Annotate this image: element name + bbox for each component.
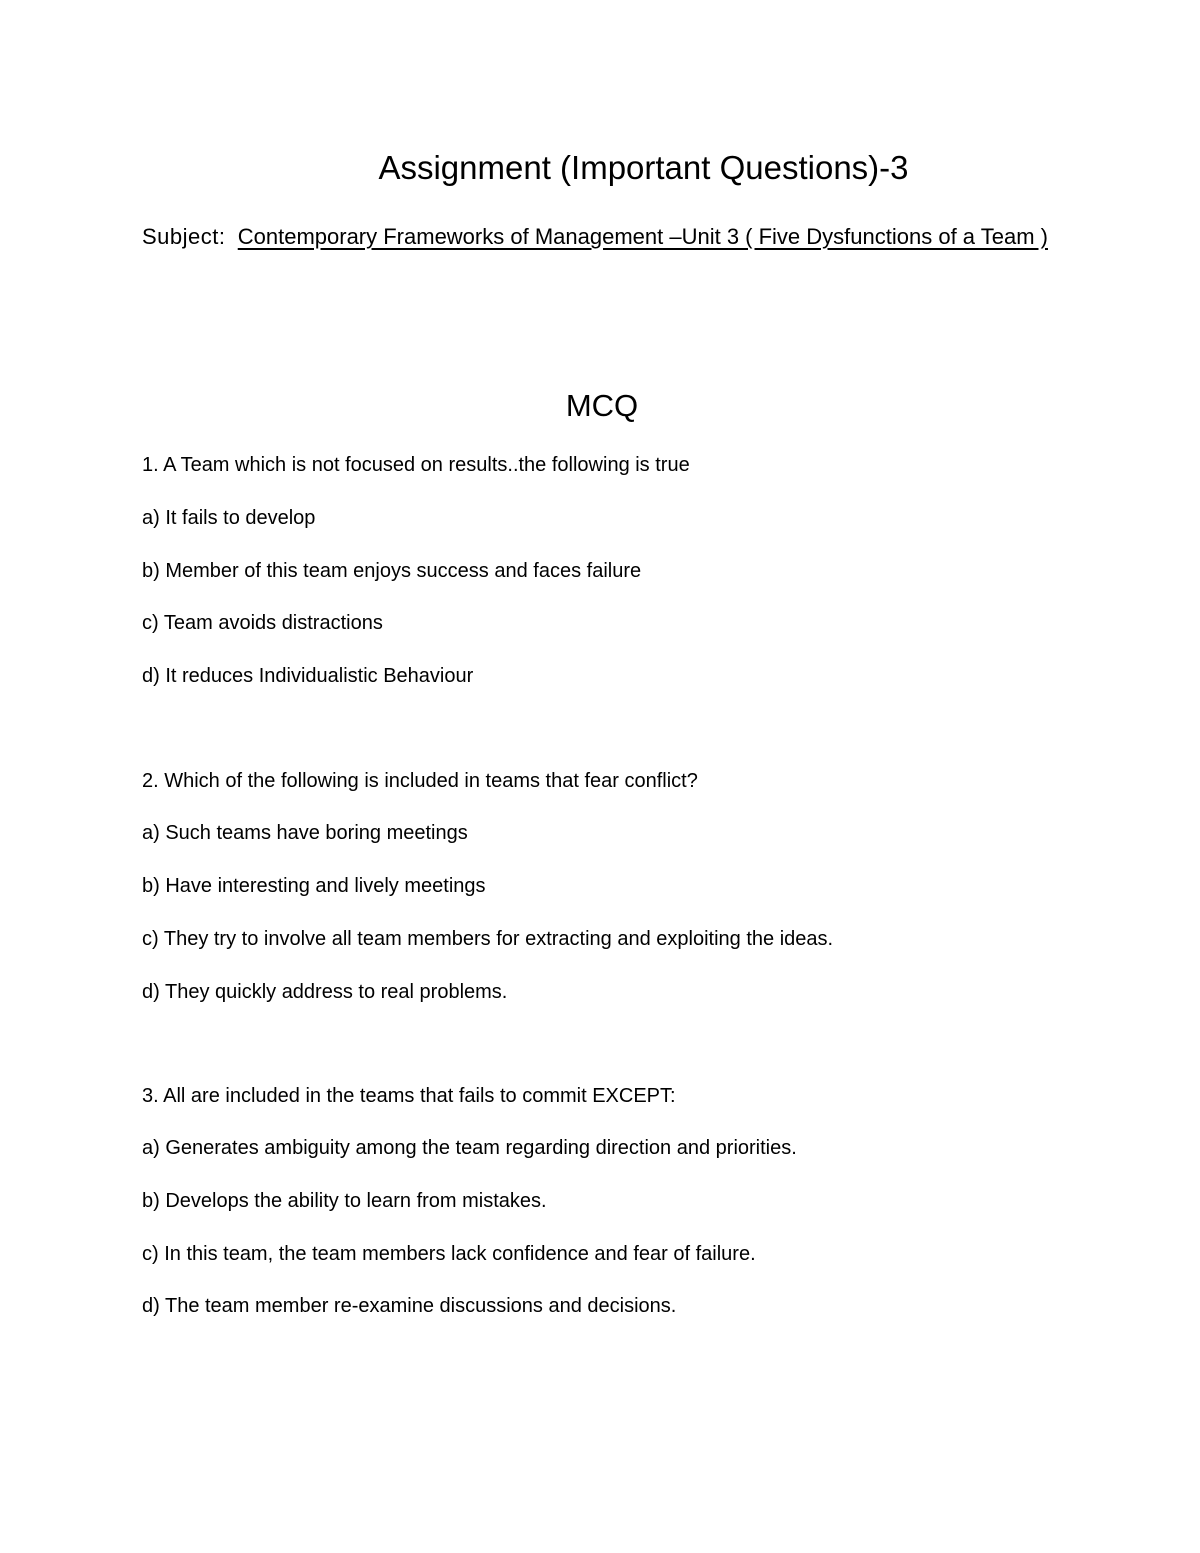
question-1-text: 1. A Team which is not focused on results..the following is true: [142, 454, 690, 476]
question-1-option-c: c) Team avoids distractions: [142, 612, 383, 634]
question-2-option-a: a) Such teams have boring meetings: [142, 822, 468, 844]
question-2-option-b: b) Have interesting and lively meetings: [142, 875, 486, 897]
subject-label: Subject:: [142, 224, 226, 249]
document-title: Assignment (Important Questions)-3: [378, 149, 909, 186]
question-3-option-c: c) In this team, the team members lack confidence and fear of failure.: [142, 1243, 756, 1265]
question-3-text: 3. All are included in the teams that fails to commit EXCEPT:: [142, 1085, 676, 1107]
question-1-option-b: b) Member of this team enjoys success and faces failure: [142, 560, 642, 582]
question-3-option-d: d) The team member re-examine discussions and decisions.: [142, 1295, 677, 1317]
subject-line: [142, 218, 1072, 256]
section-heading: MCQ: [565, 388, 639, 423]
question-1-option-d: d) It reduces Individualistic Behaviour: [142, 665, 474, 687]
question-3-option-b: b) Develops the ability to learn from mistakes.: [142, 1190, 547, 1212]
question-2-option-c: c) They try to involve all team members for extracting and exploiting the ideas.: [142, 928, 834, 950]
question-2-text: 2. Which of the following is included in teams that fear conflict?: [142, 770, 698, 792]
question-2-option-d: d) They quickly address to real problems.: [142, 981, 508, 1003]
subject-value: Contemporary Frameworks of Management –Unit 3 ( Five Dysfunctions of a Team ): [237, 224, 1048, 249]
question-3-option-a: a) Generates ambiguity among the team regarding direction and priorities.: [142, 1137, 797, 1159]
question-1-option-a: a) It fails to develop: [142, 507, 316, 529]
